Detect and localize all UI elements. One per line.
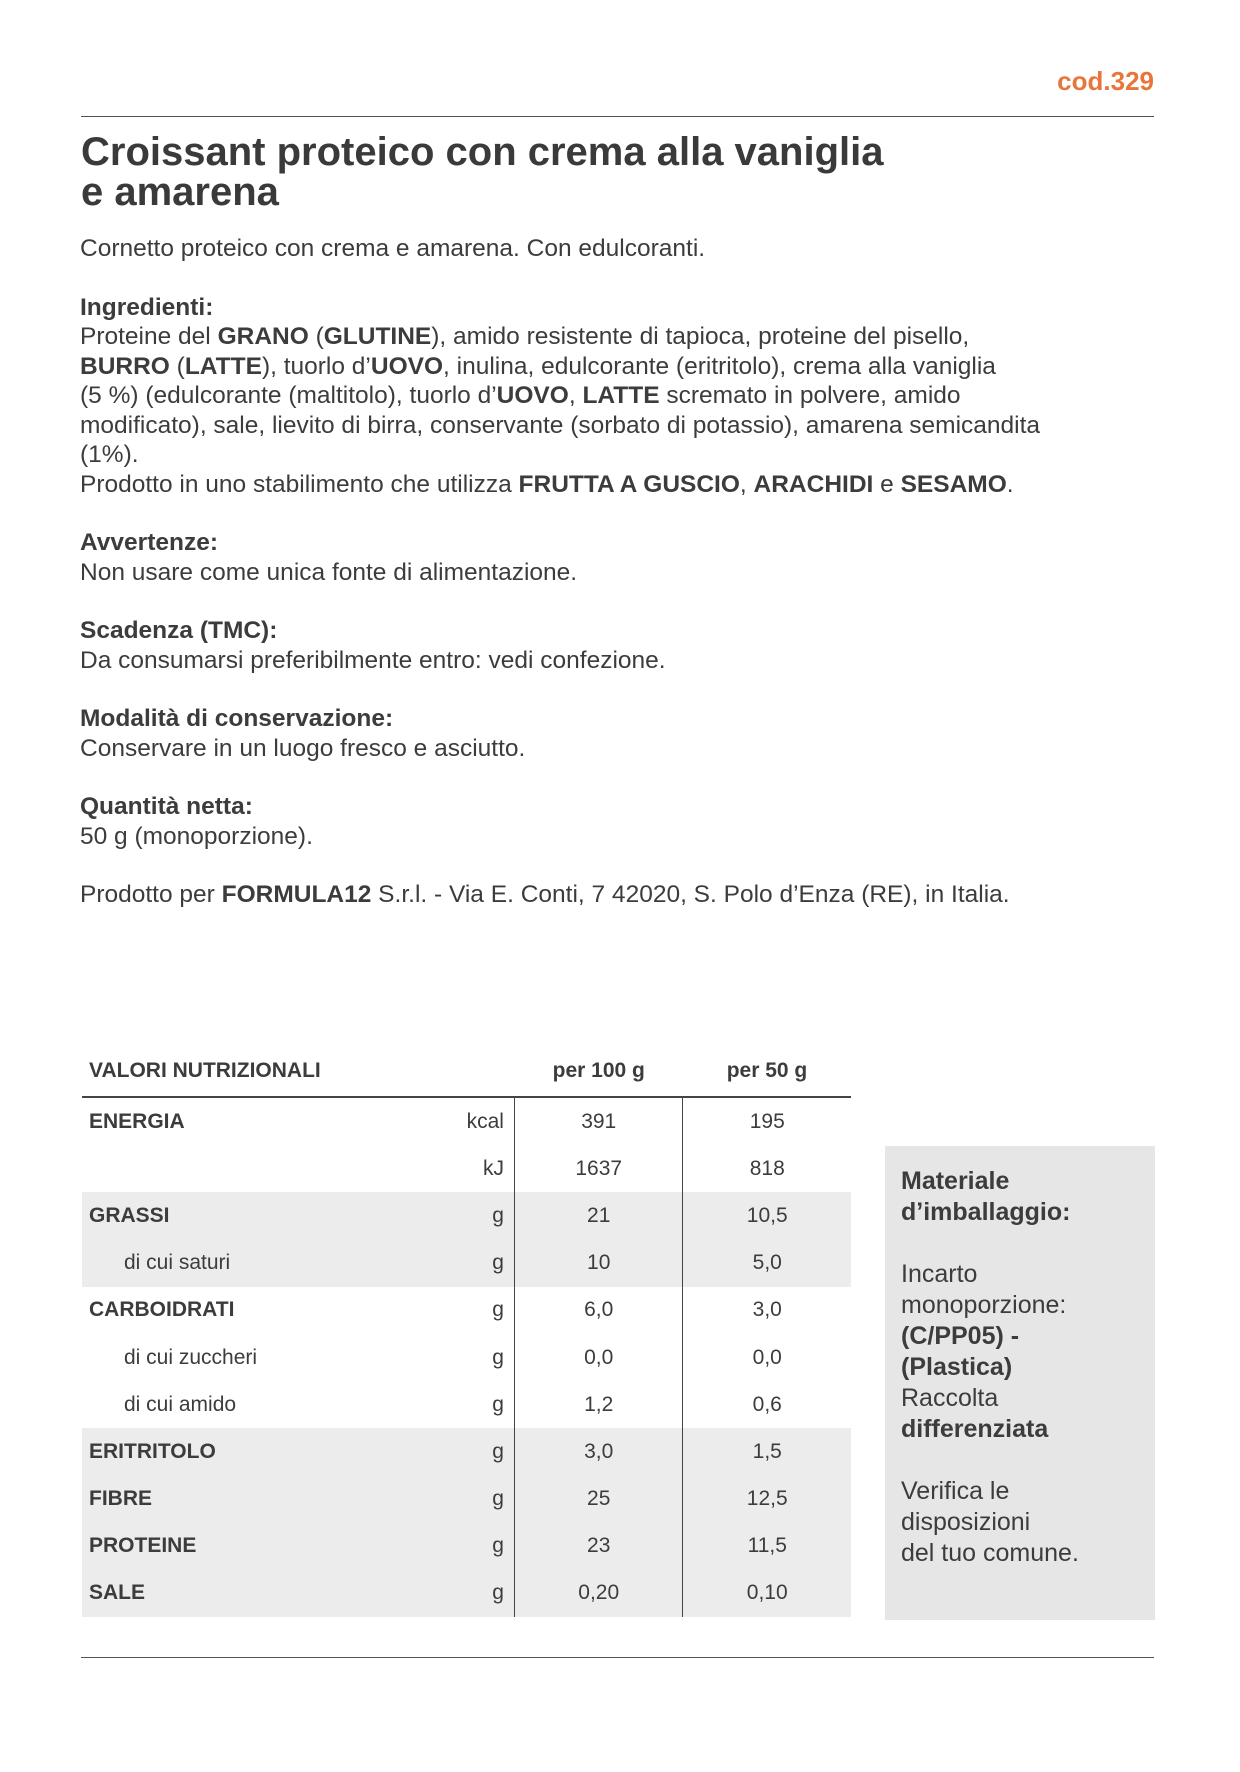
product-title-line2: e amarena xyxy=(81,170,279,214)
quantity-section xyxy=(80,792,1160,851)
nutrient-unit: g xyxy=(452,1287,515,1334)
value-per-50g: 0,0 xyxy=(752,1345,782,1369)
product-title-line1: Croissant proteico con crema alla vaniglia xyxy=(81,130,884,174)
packaging-material: (C/PP05) - (Plastica) xyxy=(901,1322,1020,1381)
ingredient-text: ), tuorlo d’ xyxy=(261,352,371,380)
warnings-text: Non usare come unica fonte di alimentazione. xyxy=(80,558,578,586)
ingredient-allergen: UOVO xyxy=(496,382,569,409)
product-code: cod.329 xyxy=(1057,66,1154,96)
allergen-notice-text: , xyxy=(739,470,754,498)
allergen-notice-text: e xyxy=(873,470,901,498)
nutrient-unit: g xyxy=(452,1523,515,1570)
value-per-100g: 23 xyxy=(514,1523,683,1570)
expiry-label: Scadenza (TMC): xyxy=(80,617,278,644)
value-per-50g: 3,0 xyxy=(752,1298,782,1322)
nutrient-name: di cui saturi xyxy=(82,1240,452,1287)
nutrient-unit: g xyxy=(452,1476,515,1523)
nutrient-unit: g xyxy=(452,1381,515,1428)
value-per-50g: 1,5 xyxy=(683,1428,851,1475)
nutrition-header-title: VALORI NUTRIZIONALI xyxy=(89,1059,321,1082)
packaging-collection-type: differenziata xyxy=(901,1415,1049,1443)
nutrition-row xyxy=(82,1523,851,1570)
nutrient-unit: g xyxy=(452,1334,515,1381)
ingredients-text xyxy=(80,322,1160,470)
nutrient-name: PROTEINE xyxy=(82,1523,452,1570)
ingredients-section xyxy=(80,293,1160,500)
allergen-notice-text: Prodotto in uno stabilimento che utilizza xyxy=(80,470,519,498)
top-divider xyxy=(81,116,1154,117)
warnings-section xyxy=(80,528,1160,587)
packaging-wrapper: Incarto monoporzione: xyxy=(901,1260,1067,1319)
nutrition-rows xyxy=(82,1097,851,1617)
quantity-text: 50 g (monoporzione). xyxy=(80,822,313,850)
expiry-section xyxy=(80,616,1160,675)
nutrition-row xyxy=(82,1192,851,1239)
value-per-100g: 6,0 xyxy=(514,1287,683,1334)
nutrient-unit: g xyxy=(452,1240,515,1287)
nutrient-unit: kcal xyxy=(452,1097,515,1145)
nutrition-table xyxy=(82,1046,851,1617)
value-per-100g: 1637 xyxy=(514,1145,683,1192)
nutrient-name: ERITRITOLO xyxy=(82,1428,452,1475)
nutrition-row xyxy=(82,1381,851,1428)
allergen-notice-allergen: FRUTTA A GUSCIO xyxy=(518,470,740,498)
ingredient-allergen: LATTE xyxy=(582,382,660,409)
nutrient-name: di cui zuccheri xyxy=(124,1345,258,1369)
nutrition-row xyxy=(82,1097,851,1145)
expiry-text: Da consumarsi preferibilmente entro: vedi confezione. xyxy=(80,646,666,674)
nutrition-header-row xyxy=(82,1046,851,1097)
value-per-50g: 195 xyxy=(749,1109,785,1133)
warnings-label: Avvertenze: xyxy=(80,529,218,556)
nutrient-name xyxy=(82,1145,452,1192)
ingredient-text: Proteine del xyxy=(80,323,218,350)
nutrient-unit: kJ xyxy=(452,1145,515,1192)
nutrition-header-per100: per 100 g xyxy=(552,1059,645,1082)
ingredient-text: , inulina, edulcorante (eritritolo), crema alla vaniglia (5 %) (edulcorante (maltitolo), tuorlo d’ xyxy=(80,352,996,409)
ingredient-text: ( xyxy=(308,323,324,350)
bottom-divider xyxy=(81,1657,1154,1658)
nutrition-row xyxy=(82,1476,851,1523)
nutrient-unit: g xyxy=(452,1192,515,1239)
product-info xyxy=(80,234,1160,910)
nutrition-row xyxy=(82,1240,851,1287)
producer-prefix: Prodotto per xyxy=(80,881,222,908)
nutrient-name: ENERGIA xyxy=(89,1109,185,1133)
nutrient-unit: g xyxy=(452,1428,515,1475)
nutrient-name: GRASSI xyxy=(82,1192,452,1239)
value-per-50g: 0,10 xyxy=(683,1570,851,1617)
nutrition-header-per50: per 50 g xyxy=(726,1059,808,1082)
value-per-50g: 12,5 xyxy=(683,1476,851,1523)
nutrition-row xyxy=(82,1428,851,1475)
allergen-notice xyxy=(80,470,1160,500)
nutrient-name: CARBOIDRATI xyxy=(89,1298,235,1322)
packaging-collection: Raccolta xyxy=(901,1384,999,1412)
nutrient-name: di cui amido xyxy=(124,1392,237,1416)
ingredient-text: , xyxy=(568,382,583,409)
value-per-100g: 0,0 xyxy=(514,1334,683,1381)
allergen-notice-text: . xyxy=(1006,470,1014,498)
value-per-100g: 3,0 xyxy=(514,1428,683,1475)
quantity-label: Quantità netta: xyxy=(80,793,253,820)
nutrition-row xyxy=(82,1287,851,1334)
packaging-title: Materiale d’imballaggio: xyxy=(901,1167,1071,1226)
value-per-50g: 10,5 xyxy=(683,1192,851,1239)
value-per-100g: 391 xyxy=(514,1097,683,1145)
storage-section xyxy=(80,704,1160,763)
value-per-100g: 1,2 xyxy=(514,1381,683,1428)
nutrition-row xyxy=(82,1334,851,1381)
nutrition-row xyxy=(82,1145,851,1192)
value-per-50g: 5,0 xyxy=(683,1240,851,1287)
ingredient-allergen: LATTE xyxy=(184,352,262,380)
packaging-note: Verifica le disposizioni del tuo comune. xyxy=(901,1477,1079,1567)
value-per-100g: 10 xyxy=(514,1240,683,1287)
value-per-50g: 0,6 xyxy=(752,1392,782,1416)
nutrient-name: FIBRE xyxy=(82,1476,452,1523)
value-per-100g: 21 xyxy=(514,1192,683,1239)
ingredient-allergen: GRANO xyxy=(217,323,309,350)
value-per-100g: 0,20 xyxy=(514,1570,683,1617)
nutrient-name: SALE xyxy=(82,1570,452,1617)
product-title xyxy=(81,132,884,212)
ingredient-text: scremato in polvere, amido modificato), sale, lievito di birra, conservante (sorbato di potassio), amarena semicandita (1%). xyxy=(80,382,1041,468)
producer-name: FORMULA12 xyxy=(221,881,372,908)
ingredient-allergen: GLUTINE xyxy=(323,323,432,350)
packaging-box xyxy=(885,1146,1155,1620)
value-per-100g: 25 xyxy=(514,1476,683,1523)
allergen-notice-allergen: SESAMO xyxy=(900,470,1007,498)
product-description: Cornetto proteico con crema e amarena. Con edulcoranti. xyxy=(80,235,706,262)
ingredient-allergen: UOVO xyxy=(370,352,444,380)
ingredients-label: Ingredienti: xyxy=(80,293,214,321)
ingredient-text: ( xyxy=(169,352,185,380)
ingredient-text: ), amido resistente di tapioca, proteine del pisello, xyxy=(431,323,970,350)
allergen-notice-allergen: ARACHIDI xyxy=(753,470,874,498)
producer-line xyxy=(80,880,1160,910)
storage-text: Conservare in un luogo fresco e asciutto. xyxy=(80,734,526,762)
ingredient-allergen: BURRO xyxy=(80,352,170,380)
value-per-50g: 11,5 xyxy=(683,1523,851,1570)
storage-label: Modalità di conservazione: xyxy=(80,705,394,732)
nutrition-row xyxy=(82,1570,851,1617)
producer-address: S.r.l. - Via E. Conti, 7 42020, S. Polo d’Enza (RE), in Italia. xyxy=(371,881,1010,908)
value-per-50g: 818 xyxy=(749,1156,785,1180)
nutrient-unit: g xyxy=(452,1570,515,1617)
